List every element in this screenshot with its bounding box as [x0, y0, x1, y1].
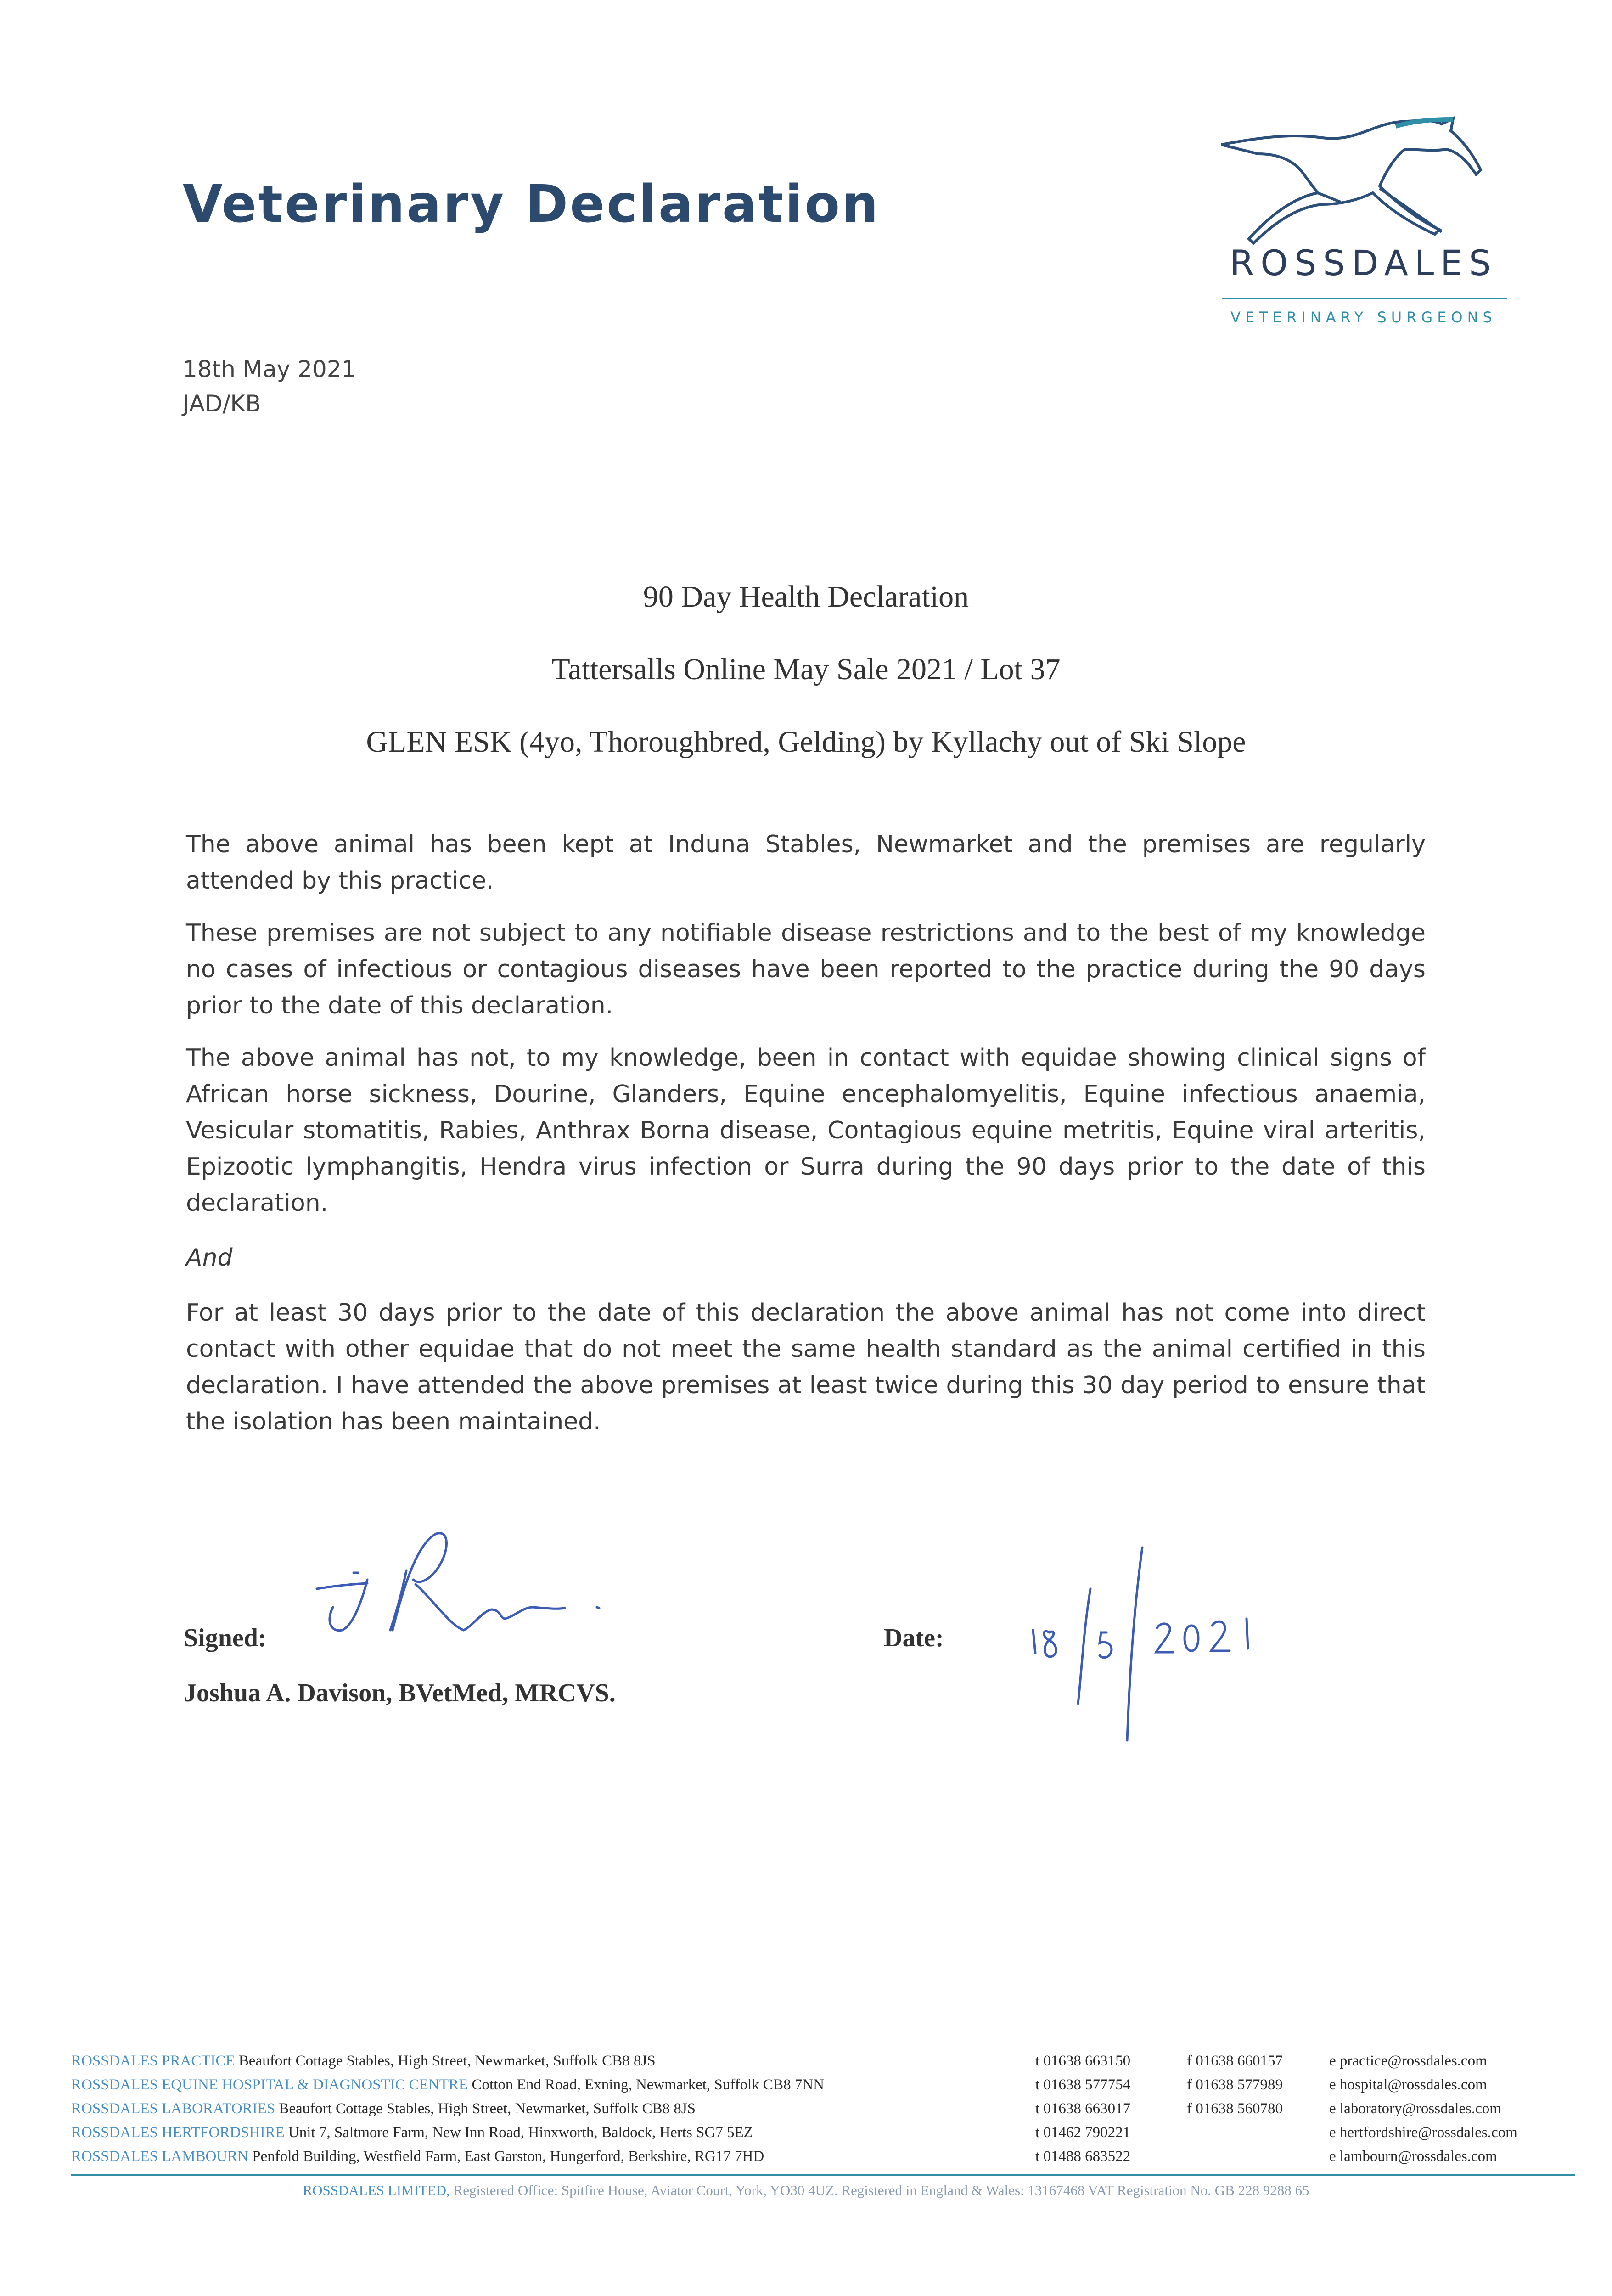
handwritten-date	[1024, 1538, 1318, 1754]
footer-office-row	[71, 2124, 1517, 2148]
office-fax: f 01638 660157	[1187, 2053, 1283, 2069]
horse-icon	[1203, 106, 1524, 335]
declaration-heading: 90 Day Health Declaration	[643, 580, 969, 613]
logo-subtitle: VETERINARY SURGEONS	[1230, 309, 1497, 326]
office-address: Penfold Building, Westfield Farm, East Garston, Hungerford, Berkshire, RG17 7HD	[252, 2148, 764, 2165]
office-name: ROSSDALES PRACTICE	[71, 2053, 235, 2069]
office-email: e lambourn@rossdales.com	[1329, 2148, 1497, 2165]
logo-divider	[1222, 298, 1507, 299]
office-email: e hertfordshire@rossdales.com	[1329, 2124, 1517, 2141]
signer-name: Joshua A. Davison, BVetMed, MRCVS.	[184, 1679, 616, 1707]
office-name: ROSSDALES EQUINE HOSPITAL & DIAGNOSTIC CENTRE	[71, 2077, 468, 2093]
office-tel: t 01638 663017	[1035, 2100, 1131, 2117]
paragraph-and: And	[186, 1244, 233, 1272]
footer-office-row	[71, 2053, 1487, 2077]
footer-office-row	[71, 2077, 1487, 2100]
footer-office-row	[71, 2148, 1497, 2172]
page-title: Veterinary Declaration	[183, 174, 880, 234]
office-tel: t 01638 577754	[1035, 2077, 1131, 2093]
office-fax: f 01638 577989	[1187, 2077, 1283, 2093]
office-email: e laboratory@rossdales.com	[1329, 2100, 1501, 2117]
office-address: Unit 7, Saltmore Farm, New Inn Road, Hinxworth, Baldock, Herts SG7 5EZ	[288, 2124, 753, 2141]
office-address: Cotton End Road, Exning, Newmarket, Suffolk CB8 7NN	[472, 2077, 824, 2093]
office-email: e hospital@rossdales.com	[1329, 2077, 1487, 2093]
paragraph-diseases: The above animal has not, to my knowledge, been in contact with equidae showing clinical signs of African horse sickness, Dourine, Glanders, Equine encephalomyelitis, Equine infectious anaemia, Vesicular stomatitis, Rabies, Anthrax Borna disease, Contagious equine metritis, Equine viral arteritis, Epizootic lymphangitis, Hendra virus infection or Surra during the 90 days prior to the date of this declaration.	[186, 1044, 1426, 1217]
office-address: Beaufort Cottage Stables, High Street, Newmarket, Suffolk CB8 8JS	[279, 2100, 696, 2117]
legal-text: Registered Office: Spitfire House, Aviator Court, York, YO30 4UZ. Registered in England & Wales: 13167468 VAT Registration No. GB 228 9288 65	[453, 2182, 1309, 2198]
office-name: ROSSDALES HERTFORDSHIRE	[71, 2124, 285, 2141]
paragraph-restrictions: These premises are not subject to any notifiable disease restrictions and to the best of my knowledge no cases of infectious or contagious diseases have been reported to the practice during the 90 days prior to the date of this declaration.	[186, 919, 1426, 1019]
signature-icon	[298, 1492, 666, 1667]
office-name: ROSSDALES LABORATORIES	[71, 2100, 275, 2117]
footer-legal	[0, 2182, 1612, 2199]
office-address: Beaufort Cottage Stables, High Street, Newmarket, Suffolk CB8 8JS	[238, 2053, 656, 2069]
logo-name: ROSSDALES	[1230, 242, 1498, 283]
signed-label: Signed:	[184, 1624, 267, 1652]
document-reference: JAD/KB	[183, 390, 261, 417]
office-name: ROSSDALES LAMBOURN	[71, 2148, 248, 2165]
document-date: 18th May 2021	[183, 356, 356, 383]
sale-heading: Tattersalls Online May Sale 2021 / Lot 37	[551, 653, 1061, 686]
office-tel: t 01488 683522	[1035, 2148, 1131, 2165]
footer-office-row	[71, 2100, 1501, 2124]
office-fax: f 01638 560780	[1187, 2100, 1283, 2117]
footer-divider	[71, 2174, 1575, 2176]
date-label: Date:	[884, 1624, 944, 1652]
horse-heading: GLEN ESK (4yo, Thoroughbred, Gelding) by Kyllachy out of Ski Slope	[366, 725, 1246, 759]
paragraph-premises: The above animal has been kept at Induna Stables, Newmarket and the premises are regularly attended by this practice.	[186, 831, 1426, 895]
paragraph-isolation: For at least 30 days prior to the date of this declaration the above animal has not come into direct contact with other equidae that do not meet the same health standard as the animal certified in this declaration. I have attended the above premises at least twice during this 30 day period to ensure that the isolation has been maintained.	[186, 1299, 1426, 1435]
office-tel: t 01638 663150	[1035, 2053, 1131, 2069]
legal-company-name: ROSSDALES LIMITED,	[303, 2182, 450, 2198]
office-email: e practice@rossdales.com	[1329, 2053, 1487, 2069]
office-tel: t 01462 790221	[1035, 2124, 1131, 2141]
